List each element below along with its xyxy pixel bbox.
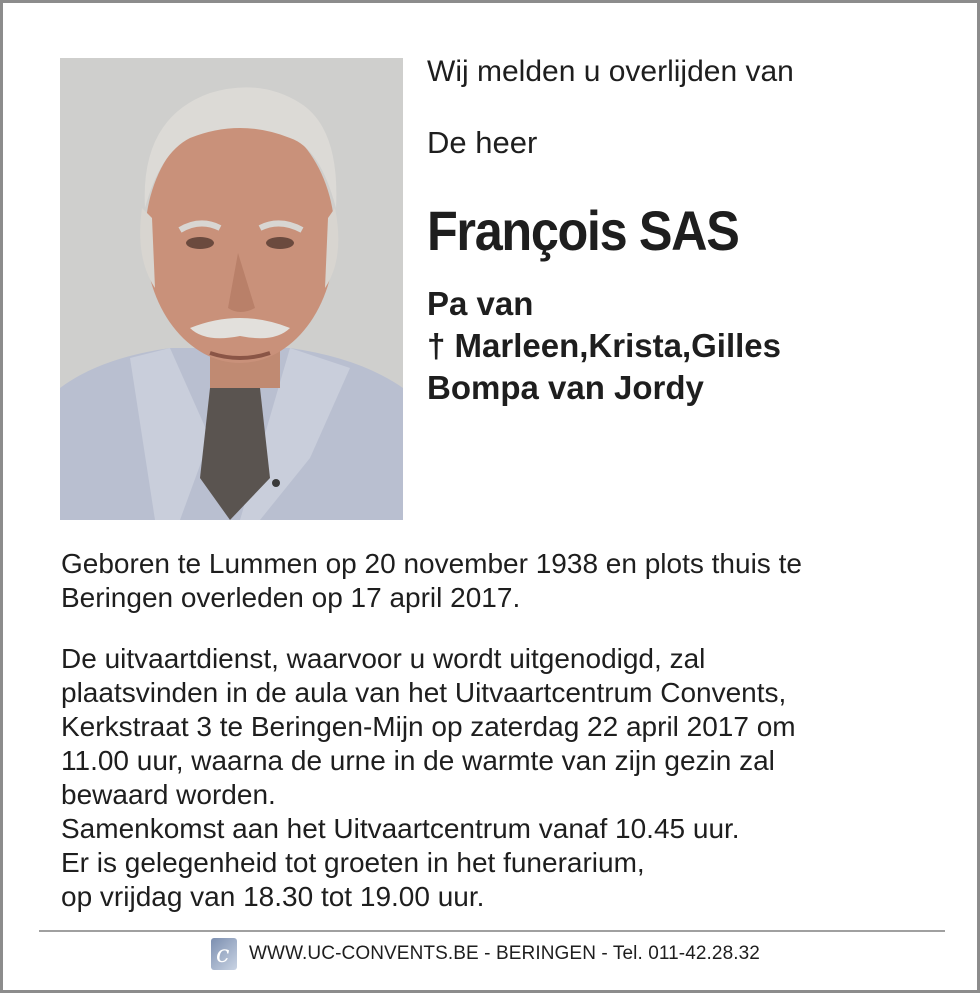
service-paragraph: [61, 642, 941, 914]
family-line: Pa van: [427, 285, 534, 322]
text-line: plaatsvinden in de aula van het Uitvaartcentrum Convents,: [61, 677, 787, 708]
honorific: De heer: [427, 125, 538, 160]
family-line: † Marleen,Krista,Gilles: [427, 327, 781, 364]
funeral-home-logo-icon: c: [211, 938, 237, 970]
text-line: op vrijdag van 18.30 tot 19.00 uur.: [61, 881, 485, 912]
text-line: De uitvaartdienst, waarvoor u wordt uitgenodigd, zal: [61, 643, 706, 674]
text-line: Er is gelegenheid tot groeten in het funerarium,: [61, 847, 645, 878]
portrait-illustration: [60, 58, 403, 520]
family-line: Bompa van Jordy: [427, 369, 704, 406]
intro-text: Wij melden u overlijden van: [427, 55, 794, 88]
family-list: [427, 283, 967, 409]
footer-divider: [39, 930, 945, 932]
text-line: Kerkstraat 3 te Beringen-Mijn op zaterdag 22 april 2017 om: [61, 711, 796, 742]
deceased-name: François SAS: [427, 199, 739, 262]
birth-death-paragraph: [61, 547, 941, 615]
portrait-photo: [60, 58, 403, 520]
text-line: 11.00 uur, waarna de urne in de warmte van zijn gezin zal: [61, 745, 775, 776]
announcement-block: [427, 53, 967, 409]
footer-contact: WWW.UC-CONVENTS.BE - BERINGEN - Tel. 011-42.28.32: [249, 943, 760, 964]
text-line: Geboren te Lummen op 20 november 1938 en plots thuis te: [61, 548, 802, 579]
footer: [211, 937, 760, 971]
text-line: Samenkomst aan het Uitvaartcentrum vanaf 10.45 uur.: [61, 813, 740, 844]
text-line: bewaard worden.: [61, 779, 276, 810]
text-line: Beringen overleden op 17 april 2017.: [61, 582, 521, 613]
